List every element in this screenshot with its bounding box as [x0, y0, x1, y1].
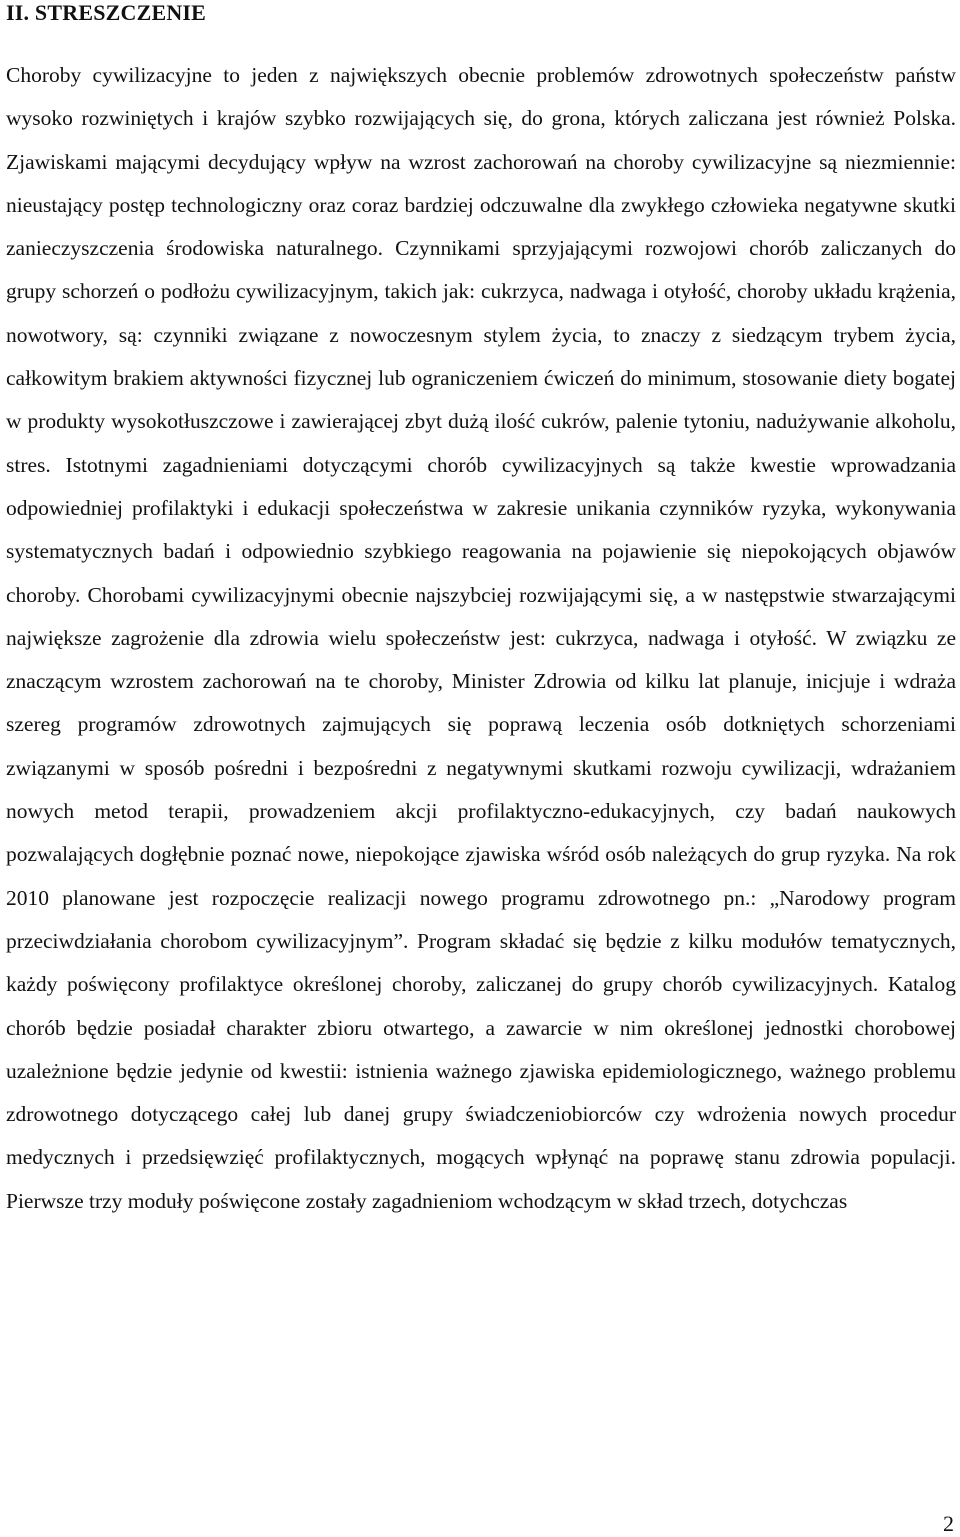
page-number: 2 — [943, 1511, 954, 1536]
summary-paragraph: Choroby cywilizacyjne to jeden z największych obecnie problemów zdrowotnych społeczeństw państw wysoko rozwiniętych i krajów szybko rozwijających się, do grona, których zaliczana jest również Polska. Zjawiskami mającymi decydujący wpływ na wzrost zachorowań na choroby cywilizacyjne są niezmiennie: nieustający postęp technologiczny oraz coraz bardziej odczuwalne dla zwykłego człowieka negatywne skutki zanieczyszczenia środowiska naturalnego. Czynnikami sprzyjającymi rozwojowi chorób zaliczanych do grupy schorzeń o podłożu cywilizacyjnym, takich jak: cukrzyca, nadwaga i otyłość, choroby układu krążenia, nowotwory, są: czynniki związane z nowoczesnym stylem życia, to znaczy z siedzącym trybem życia, całkowitym brakiem aktywności fizycznej lub ograniczeniem ćwiczeń do minimum, stosowanie diety bogatej w produkty wysokotłuszczowe i zawierającej zbyt dużą ilość cukrów, palenie tytoniu, nadużywanie alkoholu, stres. Istotnymi zagadnieniami dotyczącymi chorób cywilizacyjnych są także kwestie wprowadzania odpowiedniej profilaktyki i edukacji społeczeństwa w zakresie unikania czynników ryzyka, wykonywania systematycznych badań i odpowiednio szybkiego reagowania na pojawienie się niepokojących objawów choroby. Chorobami cywilizacyjnymi obecnie najszybciej rozwijającymi się, a w następstwie stwarzającymi największe zagrożenie dla zdrowia wielu społeczeństw jest: cukrzyca, nadwaga i otyłość. W związku ze znaczącym wzrostem zachorowań na te choroby, Minister Zdrowia od kilku lat planuje, inicjuje i wdraża szereg programów zdrowotnych zajmujących się poprawą leczenia osób dotkniętych schorzeniami związanymi w sposób pośredni i bezpośredni z negatywnymi skutkami rozwoju cywilizacji, wdrażaniem nowych metod terapii, prowadzeniem akcji profilaktyczno-edukacyjnych, czy badań naukowych pozwalających dogłębnie poznać nowe, niepokojące zjawiska wśród osób należących do grup ryzyka. Na rok 2010 planowane jest rozpoczęcie realizacji nowego programu zdrowotnego pn.: „Narodowy program przeciwdziałania chorobom cywilizacyjnym”. Program składać się będzie z kilku modułów tematycznych, każdy poświęcony profilaktyce określonej choroby, zaliczanej do grupy chorób cywilizacyjnych. Katalog chorób będzie posiadał charakter zbioru otwartego, a zawarcie w nim określonej jednostki chorobowej uzależnione będzie jedynie od kwestii: istnienia ważnego zjawiska epidemiologicznego, ważnego problemu zdrowotnego dotyczącego całej lub danej grupy świadczeniobiorców czy wdrożenia nowych procedur medycznych i przedsięwzięć profilaktycznych, mogących wpłynąć na poprawę stanu zdrowia populacji. Pierwsze trzy moduły poświęcone zostały zagadnieniom wchodzącym w skład trzech, dotychczas — [6, 63, 956, 1213]
section-heading: II. STRESZCZENIE — [6, 0, 207, 25]
document-page — [6, 0, 956, 1223]
